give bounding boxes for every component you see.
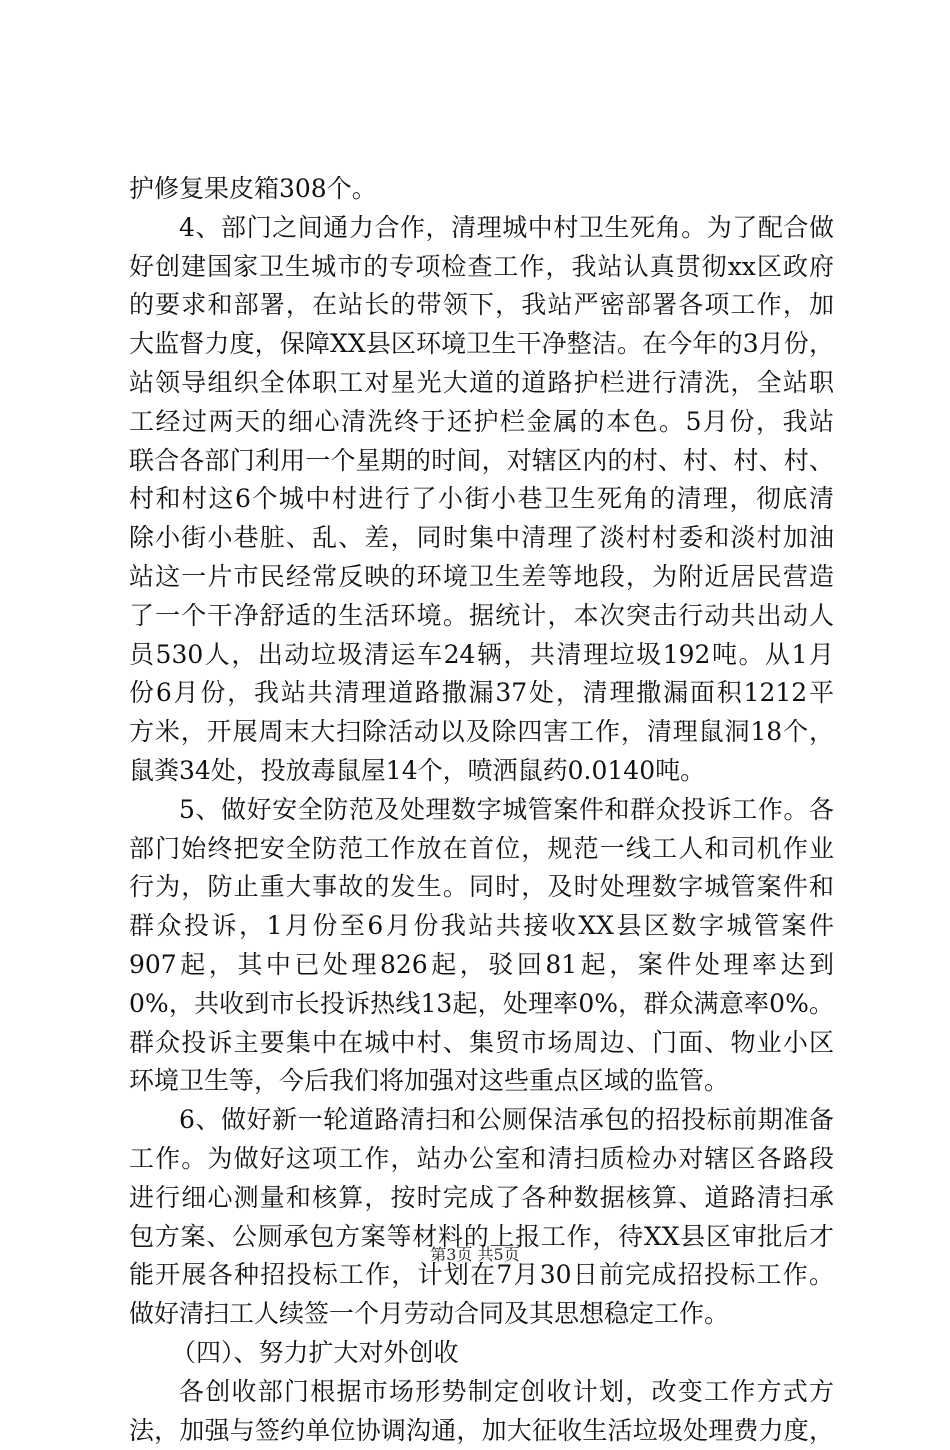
text-line: 站这一片市民经常反映的环境卫生差等地段，为附近居民营造: [129, 558, 834, 597]
text-line: 群众投诉，1月份至6月份我站共接收XX县区数字城管案件: [129, 907, 834, 946]
text-line: 份6月份，我站共清理道路撒漏37处，清理撒漏面积1212平: [129, 674, 834, 713]
text-line: 做好清扫工人续签一个月劳动合同及其思想稳定工作。: [129, 1295, 834, 1334]
page-number-footer: 第3页 共5页: [0, 1245, 950, 1265]
text-line: 工作。为做好这项工作，站办公室和清扫质检办对辖区各路段: [129, 1140, 834, 1179]
text-line: 0%，共收到市长投诉热线13起，处理率0%，群众满意率0%。: [129, 985, 834, 1024]
text-line: 站领导组织全体职工对星光大道的道路护栏进行清洗，全站职: [129, 364, 834, 403]
text-line: 工经过两天的细心清洗终于还护栏金属的本色。5月份，我站: [129, 403, 834, 442]
paragraph-heading-5: 5、做好安全防范及处理数字城管案件和群众投诉工作。各: [129, 791, 834, 830]
text-line: 法，加强与签约单位协调沟通，加大征收生活垃圾处理费力度，: [129, 1412, 834, 1450]
text-line: 方米，开展周末大扫除活动以及除四害工作，清理鼠洞18个，: [129, 713, 834, 752]
text-line: 部门始终把安全防范工作放在首位，规范一线工人和司机作业: [129, 830, 834, 869]
text-line: 护修复果皮箱308个。: [129, 170, 834, 209]
text-line: 包方案、公厕承包方案等材料的上报工作，待XX县区审批后才: [129, 1218, 834, 1257]
text-line: 员530人，出动垃圾清运车24辆，共清理垃圾192吨。从1月: [129, 636, 834, 675]
text-line: 村和村这6个城中村进行了小街小巷卫生死角的清理，彻底清: [129, 480, 834, 519]
text-line: 了一个干净舒适的生活环境。据统计，本次突击行动共出动人: [129, 597, 834, 636]
text-line: 好创建国家卫生城市的专项检查工作，我站认真贯彻xx区政府: [129, 248, 834, 287]
text-line: 行为，防止重大事故的发生。同时，及时处理数字城管案件和: [129, 868, 834, 907]
text-line: 进行细心测量和核算，按时完成了各种数据核算、道路清扫承: [129, 1179, 834, 1218]
text-line: 大监督力度，保障XX县区环境卫生干净整洁。在今年的3月份，: [129, 325, 834, 364]
text-line: 群众投诉主要集中在城中村、集贸市场周边、门面、物业小区: [129, 1024, 834, 1063]
text-line: 环境卫生等，今后我们将加强对这些重点区域的监管。: [129, 1062, 834, 1101]
text-line: 能开展各种招投标工作，计划在7月30日前完成招投标工作。: [129, 1256, 834, 1295]
text-line: 联合各部门利用一个星期的时间，对辖区内的村、村、村、村、: [129, 442, 834, 481]
text-line: 的要求和部署，在站长的带领下，我站严密部署各项工作，加: [129, 286, 834, 325]
text-line: 907起，其中已处理826起，驳回81起，案件处理率达到: [129, 946, 834, 985]
paragraph-heading-4: 4、部门之间通力合作，清理城中村卫生死角。为了配合做: [129, 209, 834, 248]
text-line: 各创收部门根据市场形势制定创收计划，改变工作方式方: [129, 1373, 834, 1412]
text-line: 鼠粪34处，投放毒鼠屋14个，喷洒鼠药0.0140吨。: [129, 752, 834, 791]
paragraph-heading-6: 6、做好新一轮道路清扫和公厕保洁承包的招投标前期准备: [129, 1101, 834, 1140]
section-heading: （四）、努力扩大对外创收: [129, 1334, 834, 1373]
text-line: 除小街小巷脏、乱、差，同时集中清理了淡村村委和淡村加油: [129, 519, 834, 558]
